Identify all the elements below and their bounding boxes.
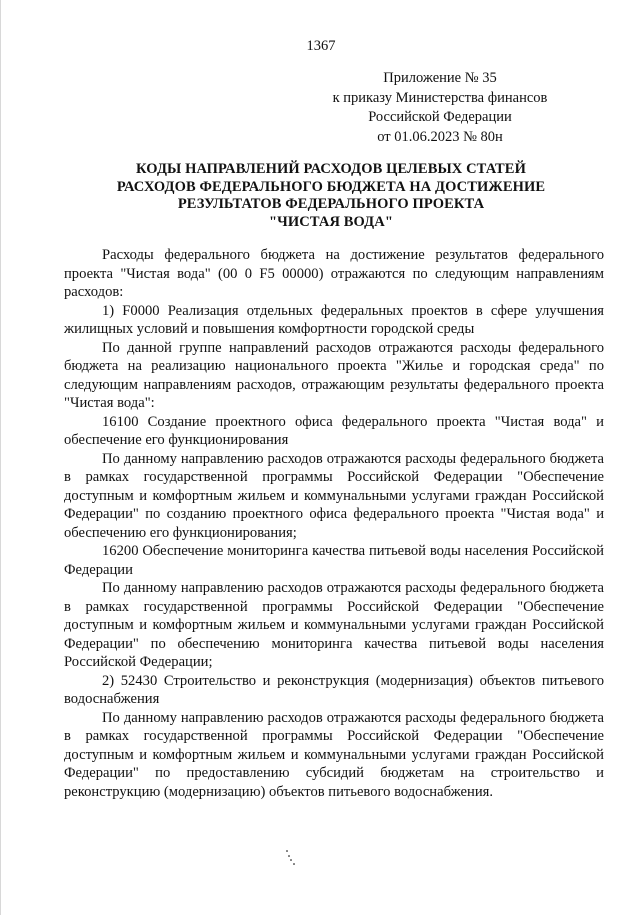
title-line: РАСХОДОВ ФЕДЕРАЛЬНОГО БЮДЖЕТА НА ДОСТИЖЕНИЕ [116,178,546,195]
appendix-line: Российской Федерации [368,109,512,125]
body-paragraph: По данной группе направлений расходов отражаются расходы федерального бюджета на реализацию национального проекта "Жилье и городская среда" по следующим направлениям расходов, отражающим результаты федерального проекта "Чистая вода": [64,339,604,411]
body-paragraph: По данному направлению расходов отражаются расходы федерального бюджета в рамках государственной программы Российской Федерации "Обеспечение доступным и комфортным жильем и коммунальными услугами граждан Российской Федерации" по обеспечению мониторинга качества питьевой воды населения Российской Федерации; [64,580,604,670]
body-paragraph: По данному направлению расходов отражаются расходы федерального бюджета в рамках государственной программы Российской Федерации "Обеспечение доступным и комфортным жильем и коммунальными услугами граждан Российской Федерации" по предоставлению субсидий бюджетам на строительство и реконструкцию (модернизацию) объектов питьевого водоснабжения. [64,709,604,800]
title-line: "ЧИСТАЯ ВОДА" [269,213,393,230]
document-title [61,161,601,231]
body-paragraph: Расходы федерального бюджета на достижение результатов федерального проекта "Чистая вода" (00 0 F5 00000) отражаются по следующим направлениям расходов: [64,247,604,300]
title-line: КОДЫ НАПРАВЛЕНИЙ РАСХОДОВ ЦЕЛЕВЫХ СТАТЕЙ [136,161,526,177]
body-paragraph: 16100 Создание проектного офиса федерального проекта "Чистая вода" и обеспечение его функционирования [64,413,604,448]
body-paragraph: 2) 52430 Строительство и реконструкция (модернизация) объектов питьевого водоснабжения [64,672,604,707]
appendix-line: к приказу Министерства финансов [332,89,548,106]
appendix-header [310,69,570,147]
body-paragraph: По данному направлению расходов отражаются расходы федерального бюджета в рамках государственной программы Российской Федерации "Обеспечение доступным и комфортным жильем и коммунальными услугами граждан Российской Федерации" по созданию проектного офиса федерального проекта "Чистая вода" и обеспечению его функционирования; [64,450,604,541]
scan-artifact [284,850,304,870]
title-line: РЕЗУЛЬТАТОВ ФЕДЕРАЛЬНОГО ПРОЕКТА [177,196,485,212]
body-paragraph: 16200 Обеспечение мониторинга качества питьевой воды населения Российской Федерации [64,543,604,578]
appendix-line: Приложение № 35 [383,70,497,86]
body-paragraph: 1) F0000 Реализация отдельных федеральных проектов в сфере улучшения жилищных условий и повышения комфортности городской среды [64,302,604,337]
document-body [64,246,604,801]
page-number: 1367 [306,38,336,54]
appendix-line: от 01.06.2023 № 80н [377,128,503,145]
